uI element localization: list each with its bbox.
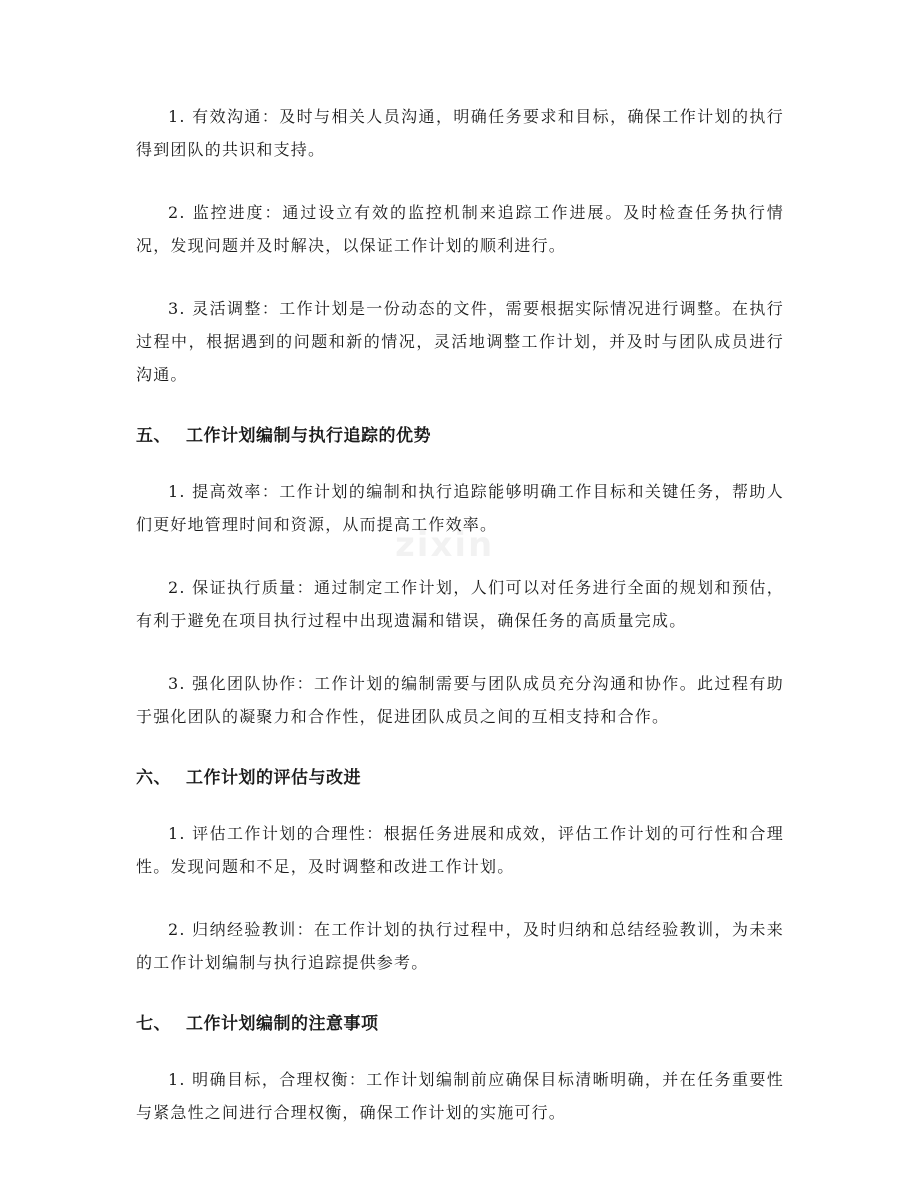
section-number: 五、: [136, 426, 171, 446]
section-heading-7: [136, 1009, 784, 1039]
paragraph-communication: 1. 有效沟通：及时与相关人员沟通，明确任务要求和目标，确保工作计划的执行得到团队的共识和支持。: [136, 107, 784, 159]
section-heading-5: [136, 421, 784, 451]
paragraph-lessons: 2. 归纳经验教训：在工作计划的执行过程中，及时归纳和总结经验教训，为未来的工作计划编制与执行追踪提供参考。: [136, 920, 784, 972]
paragraph-clear-goals: 1. 明确目标，合理权衡：工作计划编制前应确保目标清晰明确，并在任务重要性与紧急性之间进行合理权衡，确保工作计划的实施可行。: [136, 1070, 784, 1122]
section-number: 七、: [136, 1014, 171, 1034]
section-title: 工作计划编制的注意事项: [186, 1014, 379, 1034]
section-title: 工作计划编制与执行追踪的优势: [186, 426, 431, 446]
paragraph-flexible-adjust: 3. 灵活调整：工作计划是一份动态的文件，需要根据实际情况进行调整。在执行过程中，根据遇到的问题和新的情况，灵活地调整工作计划，并及时与团队成员进行沟通。: [136, 299, 784, 384]
paragraph-evaluate: 1. 评估工作计划的合理性：根据任务进展和成效，评估工作计划的可行性和合理性。发现问题和不足，及时调整和改进工作计划。: [136, 824, 784, 876]
paragraph-teamwork: 3. 强化团队协作：工作计划的编制需要与团队成员充分沟通和协作。此过程有助于强化团队的凝聚力和合作性，促进团队成员之间的互相支持和合作。: [136, 674, 784, 726]
section-title: 工作计划的评估与改进: [186, 768, 361, 788]
paragraph-improve-efficiency: 1. 提高效率：工作计划的编制和执行追踪能够明确工作目标和关键任务，帮助人们更好地管理时间和资源，从而提高工作效率。: [136, 482, 784, 534]
paragraph-quality: 2. 保证执行质量：通过制定工作计划，人们可以对任务进行全面的规划和预估，有利于避免在项目执行过程中出现遗漏和错误，确保任务的高质量完成。: [136, 578, 784, 630]
paragraph-monitor-progress: 2. 监控进度：通过设立有效的监控机制来追踪工作进展。及时检查任务执行情况，发现问题并及时解决，以保证工作计划的顺利进行。: [136, 203, 784, 255]
watermark: zixin: [395, 525, 495, 565]
section-heading-6: [136, 763, 784, 793]
document-page: [136, 100, 784, 1159]
section-number: 六、: [136, 768, 171, 788]
